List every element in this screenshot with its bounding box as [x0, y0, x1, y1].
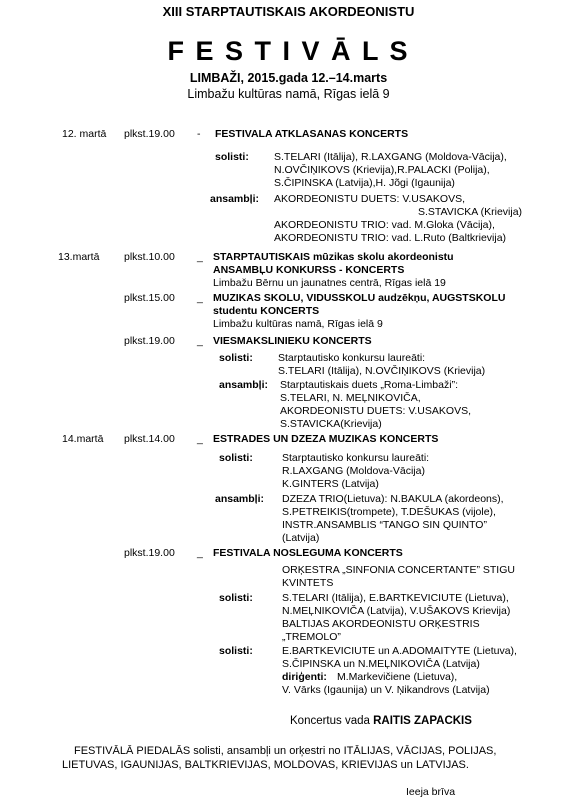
- day2-e3-ensemble-line: S.STAVICKA(Krievija): [280, 418, 382, 430]
- day2-e2-dash: _: [197, 292, 203, 304]
- day1-ensemble-line: AKORDEONISTU DUETS: V.USAKOVS,: [274, 193, 465, 205]
- day3-e2-soloist-line: „TREMOLO”: [282, 631, 341, 643]
- day3-e1-ensemble-line: S.PETREIKIS(trompete), T.DEŠUKAS (vijole),: [282, 506, 496, 518]
- day3-e1-soloist-line: R.LAXGANG (Moldova-Vācija): [282, 465, 425, 477]
- day3-e1-time: plkst.14.00: [124, 433, 175, 445]
- day3-e1-title: ESTRADES UN DZEZA MUZIKAS KONCERTS: [213, 433, 439, 445]
- festival-title: F E S T I V Ā L S: [167, 36, 410, 66]
- day3-e2-soloist-line: N.MEĻNIKOVIČA (Latvija), V.UŠAKOVS Krievija): [282, 605, 511, 617]
- day3-date: 14.martā: [62, 433, 104, 445]
- participants-line: LIETUVAS, IGAUNIJAS, BALTKRIEVIJAS, MOLDOVAS, KRIEVIJAS un LATVIJAS.: [62, 759, 469, 771]
- day2-e3-soloist-line: S.TELARI (Itālija), N.OVČIŅIKOVS (Krievija): [278, 365, 486, 377]
- host-name: RAITIS ZAPACKIS: [373, 715, 472, 727]
- day3-e1-soloists-label: solisti:: [219, 452, 253, 464]
- day2-e3-dash: _: [197, 335, 203, 347]
- day1-date: 12. martā: [62, 128, 107, 140]
- day2-e3-soloists-label: solisti:: [219, 352, 253, 364]
- day2-e3-ensembles-label: ansambļi:: [219, 379, 269, 391]
- day2-e2-venue: Limbažu kultūras namā, Rīgas ielā 9: [213, 318, 383, 330]
- day1-soloist-line: S.TELARI (Itālija), R.LAXGANG (Moldova-Vācija),: [274, 151, 507, 163]
- day3-e2-soloist2-line: S.ČIPINSKA un N.MEĻNIKOVIČA (Latvija): [282, 658, 480, 670]
- day2-date: 13.martā: [58, 251, 100, 263]
- entry-note: Ieeja brīva: [406, 786, 456, 798]
- day3-e1-ensemble-line: DZEZA TRIO(Lietuva): N.BAKULA (akordeons),: [282, 493, 504, 505]
- day2-e3-ensemble-line: Starptautiskais duets „Roma-Limbaži”:: [280, 379, 458, 391]
- day2-e2-title: MUZIKAS SKOLU, VIDUSSKOLU audzēkņu, AUGSTSKOLU: [213, 292, 506, 304]
- day3-e2-orchestra-line: KVINTETS: [282, 577, 334, 589]
- day2-e2-title: studentu KONCERTS: [213, 305, 320, 317]
- day1-soloist-line: S.ČIPINSKA (Latvija),H. Jõgi (Igaunija): [274, 177, 455, 189]
- day3-e2-soloist-line: BALTIJAS AKORDEONISTU ORĶESTRIS: [282, 618, 480, 630]
- day2-e3-title: VIESMAKSLINIEKU KONCERTS: [213, 335, 372, 347]
- day1-ensembles-label: ansambļi:: [210, 193, 260, 205]
- day3-e1-dash: _: [197, 433, 203, 445]
- day3-e2-orchestra-line: ORĶESTRA „SINFONIA CONCERTANTE” STIGU: [282, 564, 515, 576]
- day1-ensemble-line: AKORDEONISTU TRIO: vad. L.Ruto (Baltkrievija): [274, 232, 507, 244]
- day3-e2-soloists2-label: solisti:: [219, 645, 253, 657]
- day3-e1-ensemble-line: (Latvija): [282, 532, 320, 544]
- day3-e2-time: plkst.19.00: [124, 547, 175, 559]
- day2-e1-dash: _: [197, 251, 203, 263]
- day3-e2-conductors-label: diriģenti:: [282, 671, 327, 683]
- day3-e2-soloist-line: S.TELARI (Itālija), E.BARTKEVICIUTE (Lietuva),: [282, 592, 509, 604]
- day2-e1-title: STARPTAUTISKAIS mūzikas skolu akordeonistu: [213, 251, 454, 263]
- day2-e3-ensemble-line: S.TELARI, N. MEĻNIKOVIČA,: [280, 392, 421, 404]
- day1-soloist-line: N.OVČIŅIKOVS (Krievija),R.PALACKI (Polija),: [274, 164, 490, 176]
- festival-subtitle: XIII STARPTAUTISKAIS AKORDEONISTU: [162, 4, 415, 19]
- day3-e2-soloist2-line: E.BARTKEVICIUTE un A.ADOMAITYTE (Lietuva),: [282, 645, 517, 657]
- day2-e1-title: ANSAMBĻU KONKURSS - KONCERTS: [213, 264, 405, 276]
- host-prefix: Koncertus vada: [290, 715, 374, 727]
- host-line: [290, 715, 472, 727]
- day1-ensemble-line: S.STAVICKA (Krievija): [418, 206, 523, 218]
- day3-e1-ensembles-label: ansambļi:: [215, 493, 265, 505]
- day2-e1-time: plkst.10.00: [124, 251, 175, 263]
- festival-dates: LIMBAŽI, 2015.gada 12.–14.marts: [189, 71, 388, 85]
- day3-e1-soloist-line: K.GINTERS (Latvija): [282, 478, 379, 490]
- day3-e2-title: FESTIVALA NOSLEGUMA KONCERTS: [213, 547, 403, 559]
- day1-soloists-label: solisti:: [215, 151, 249, 163]
- day1-dash: -: [197, 128, 201, 140]
- day3-e1-ensemble-line: INSTR.ANSAMBLIS “TANGO SIN QUINTO”: [282, 519, 487, 531]
- day2-e3-time: plkst.19.00: [124, 335, 175, 347]
- day3-e2-conductor-line: V. Vārks (Igaunija) un V. Ņikandrovs (Latvija): [282, 684, 490, 696]
- day3-e2-dash: _: [197, 547, 203, 559]
- day1-time: plkst.19.00: [124, 128, 175, 140]
- day1-title: FESTIVALA ATKLASANAS KONCERTS: [215, 128, 409, 140]
- day2-e3-soloist-line: Starptautisko konkursu laureāti:: [278, 352, 426, 364]
- participants-line: FESTIVĀLĀ PIEDALĀS solisti, ansambļi un orķestri no ITĀLIJAS, VĀCIJAS, POLIJAS,: [74, 745, 497, 757]
- day3-e2-conductor-line: M.Markevičiene (Lietuva),: [337, 671, 458, 683]
- day3-e2-soloists-label: solisti:: [219, 592, 253, 604]
- day2-e1-venue: Limbažu Bērnu un jaunatnes centrā, Rīgas ielā 19: [213, 277, 446, 289]
- day2-e3-ensemble-line: AKORDEONISTU DUETS: V.USAKOVS,: [280, 405, 471, 417]
- day3-e1-soloist-line: Starptautisko konkursu laureāti:: [282, 452, 430, 464]
- day2-e2-time: plkst.15.00: [124, 292, 175, 304]
- festival-venue: Limbažu kultūras namā, Rīgas ielā 9: [187, 87, 390, 101]
- day1-ensemble-line: AKORDEONISTU TRIO: vad. M.Gloka (Vācija),: [274, 219, 495, 231]
